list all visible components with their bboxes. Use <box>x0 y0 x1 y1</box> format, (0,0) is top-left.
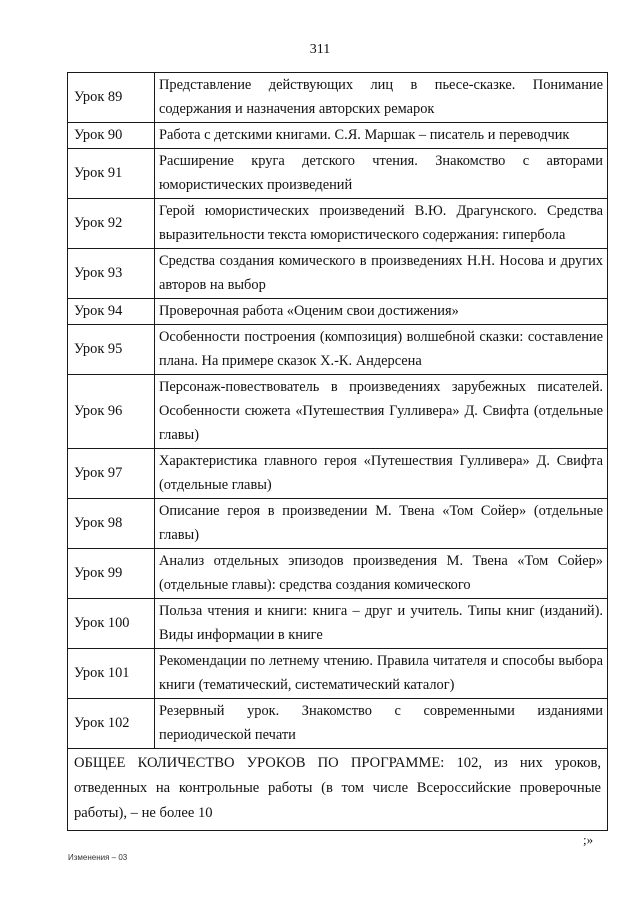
lesson-label: Урок 92 <box>68 199 155 249</box>
lesson-description: Расширение круга детского чтения. Знакомство с авторами юмористических произведений <box>155 149 608 199</box>
lesson-label: Урок 96 <box>68 375 155 449</box>
lesson-description: Средства создания комического в произведениях Н.Н. Носова и других авторов на выбор <box>155 249 608 299</box>
table-row <box>68 375 608 449</box>
table-row <box>68 123 608 149</box>
lesson-description: Резервный урок. Знакомство с современными изданиями периодической печати <box>155 699 608 749</box>
table-row <box>68 73 608 123</box>
table-row <box>68 599 608 649</box>
lesson-label: Урок 94 <box>68 299 155 325</box>
lesson-label: Урок 95 <box>68 325 155 375</box>
lesson-label: Урок 97 <box>68 449 155 499</box>
lesson-description: Описание героя в произведении М. Твена «Том Сойер» (отдельные главы) <box>155 499 608 549</box>
lesson-description: Анализ отдельных эпизодов произведения М. Твена «Том Сойер» (отдельные главы): средства создания комического <box>155 549 608 599</box>
lesson-description: Характеристика главного героя «Путешествия Гулливера» Д. Свифта (отдельные главы) <box>155 449 608 499</box>
lessons-table <box>67 72 608 831</box>
total-lessons-text: ОБЩЕЕ КОЛИЧЕСТВО УРОКОВ ПО ПРОГРАММЕ: 102, из них уроков, отведенных на контрольные работы (в том числе Всероссийские проверочные работы), – не более 10 <box>68 749 608 831</box>
table-row <box>68 449 608 499</box>
lesson-label: Урок 102 <box>68 699 155 749</box>
table-row <box>68 325 608 375</box>
lesson-description: Работа с детскими книгами. С.Я. Маршак – писатель и переводчик <box>155 123 608 149</box>
lesson-label: Урок 98 <box>68 499 155 549</box>
lessons-table-body <box>68 73 608 831</box>
lesson-description: Проверочная работа «Оценим свои достижения» <box>155 299 608 325</box>
table-row <box>68 549 608 599</box>
table-row <box>68 199 608 249</box>
lesson-label: Урок 90 <box>68 123 155 149</box>
lesson-label: Урок 100 <box>68 599 155 649</box>
lesson-label: Урок 91 <box>68 149 155 199</box>
lesson-description: Герой юмористических произведений В.Ю. Драгунского. Средства выразительности текста юмористического содержания: гипербола <box>155 199 608 249</box>
lesson-label: Урок 93 <box>68 249 155 299</box>
table-row <box>68 149 608 199</box>
table-row <box>68 499 608 549</box>
lesson-label: Урок 99 <box>68 549 155 599</box>
lesson-label: Урок 101 <box>68 649 155 699</box>
table-row <box>68 649 608 699</box>
lesson-label: Урок 89 <box>68 73 155 123</box>
lesson-description: Представление действующих лиц в пьесе-сказке. Понимание содержания и назначения авторских ремарок <box>155 73 608 123</box>
lesson-description: Персонаж-повествователь в произведениях зарубежных писателей. Особенности сюжета «Путешествия Гулливера» Д. Свифта (отдельные главы) <box>155 375 608 449</box>
table-row <box>68 299 608 325</box>
table-row <box>68 699 608 749</box>
footer-note: Изменения – 03 <box>68 853 128 862</box>
total-row <box>68 749 608 831</box>
page-number: 311 <box>309 42 331 57</box>
lesson-description: Особенности построения (композиция) волшебной сказки: составление плана. На примере сказок Х.-К. Андерсена <box>155 325 608 375</box>
closing-mark: ;» <box>583 832 594 847</box>
lesson-description: Рекомендации по летнему чтению. Правила читателя и способы выбора книги (тематический, систематический каталог) <box>155 649 608 699</box>
table-row <box>68 249 608 299</box>
lesson-description: Польза чтения и книги: книга – друг и учитель. Типы книг (изданий). Виды информации в книге <box>155 599 608 649</box>
